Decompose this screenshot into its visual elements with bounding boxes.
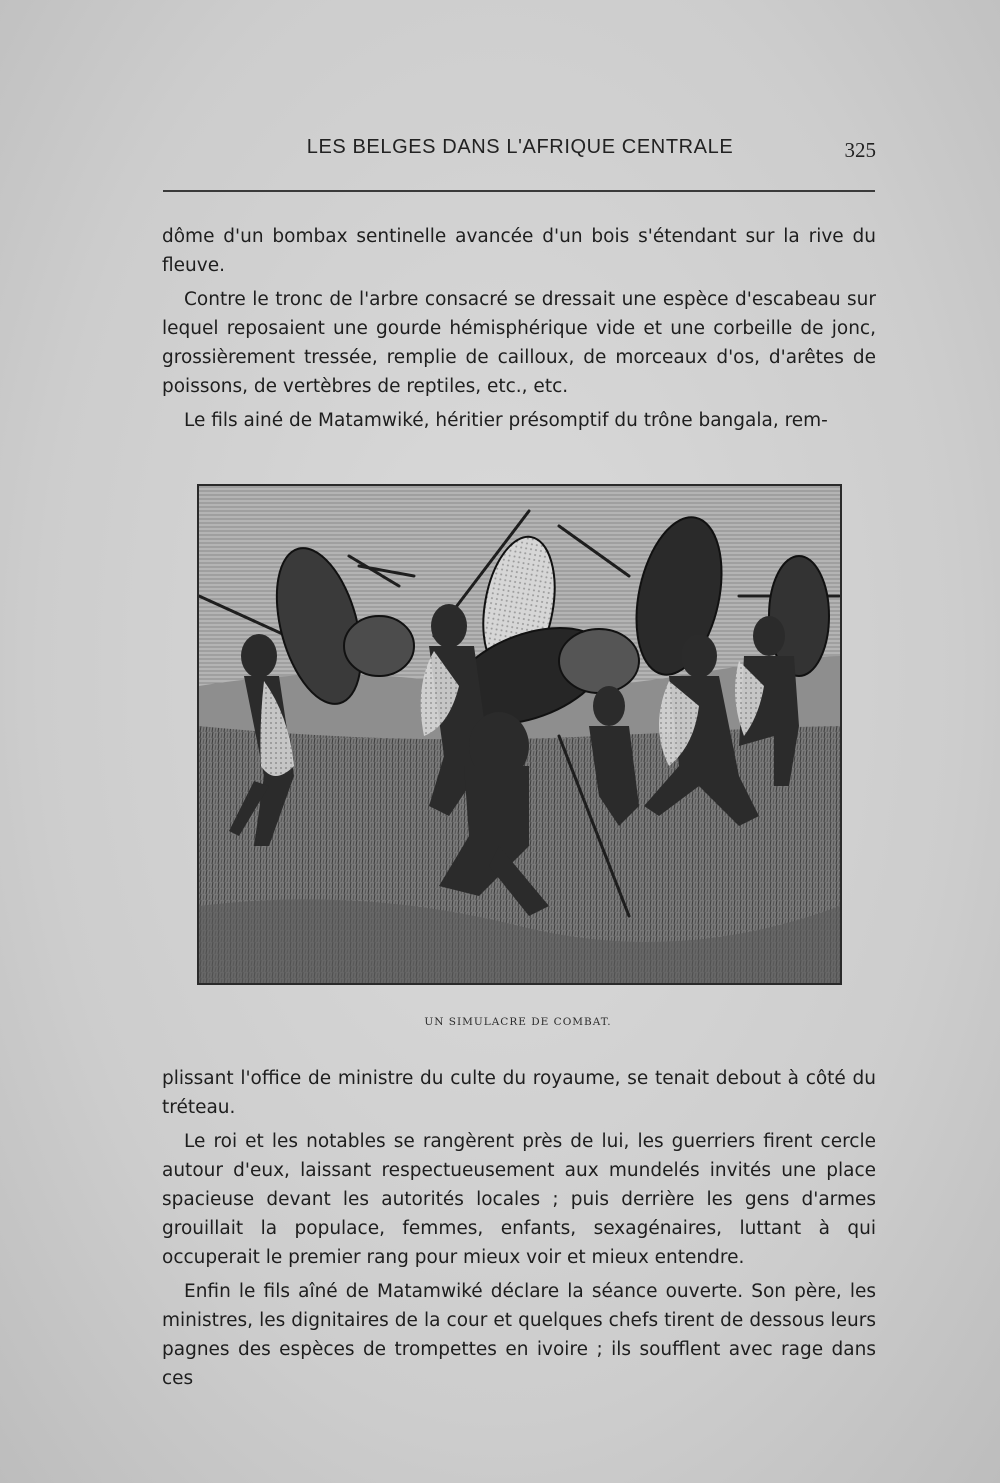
engraving-illustration [197,484,842,985]
running-head [160,136,876,166]
paragraph: Le fils ainé de Matamwiké, héritier présomptif du trône bangala, rem- [184,410,828,431]
paragraph: Le roi et les notables se rangèrent près de lui, les guerriers firent cercle autour d'eux, laissant respectueusement aux mundelés invités une place spacieuse devant les autorités locales ; puis derrière les gens d'armes grouillait la populace, femmes, enfants, sexagénaires, luttant à qui occuperait le premier rang pour mieux voir et mieux entendre. [162,1131,876,1268]
running-title: LES BELGES DANS L'AFRIQUE CENTRALE [306,136,734,158]
page-number: 325 [844,138,876,162]
paragraph: plissant l'office de ministre du culte du royaume, se tenait debout à côté du tréteau. [162,1068,876,1118]
figure-caption: UN SIMULACRE DE COMBAT. [424,1016,612,1028]
text-block-top [162,222,876,440]
paragraph: Enfin le fils aîné de Matamwiké déclare la séance ouverte. Son père, les ministres, les dignitaires de la cour et quelques chefs tirent de dessous leurs pagnes des espèces de trompettes en ivoire ; ils soufflent avec rage dans ces [162,1281,876,1389]
paragraph: dôme d'un bombax sentinelle avancée d'un bois s'étendant sur la rive du fleuve. [162,226,876,276]
text-block-bottom [162,1064,876,1398]
header-rule [163,190,875,192]
paragraph: Contre le tronc de l'arbre consacré se dressait une espèce d'escabeau sur lequel reposaient une gourde hémisphérique vide et une corbeille de jonc, grossièrement tressée, remplie de cailloux, de morceaux d'os, d'arêtes de poissons, de vertèbres de reptiles, etc., etc. [162,289,876,397]
